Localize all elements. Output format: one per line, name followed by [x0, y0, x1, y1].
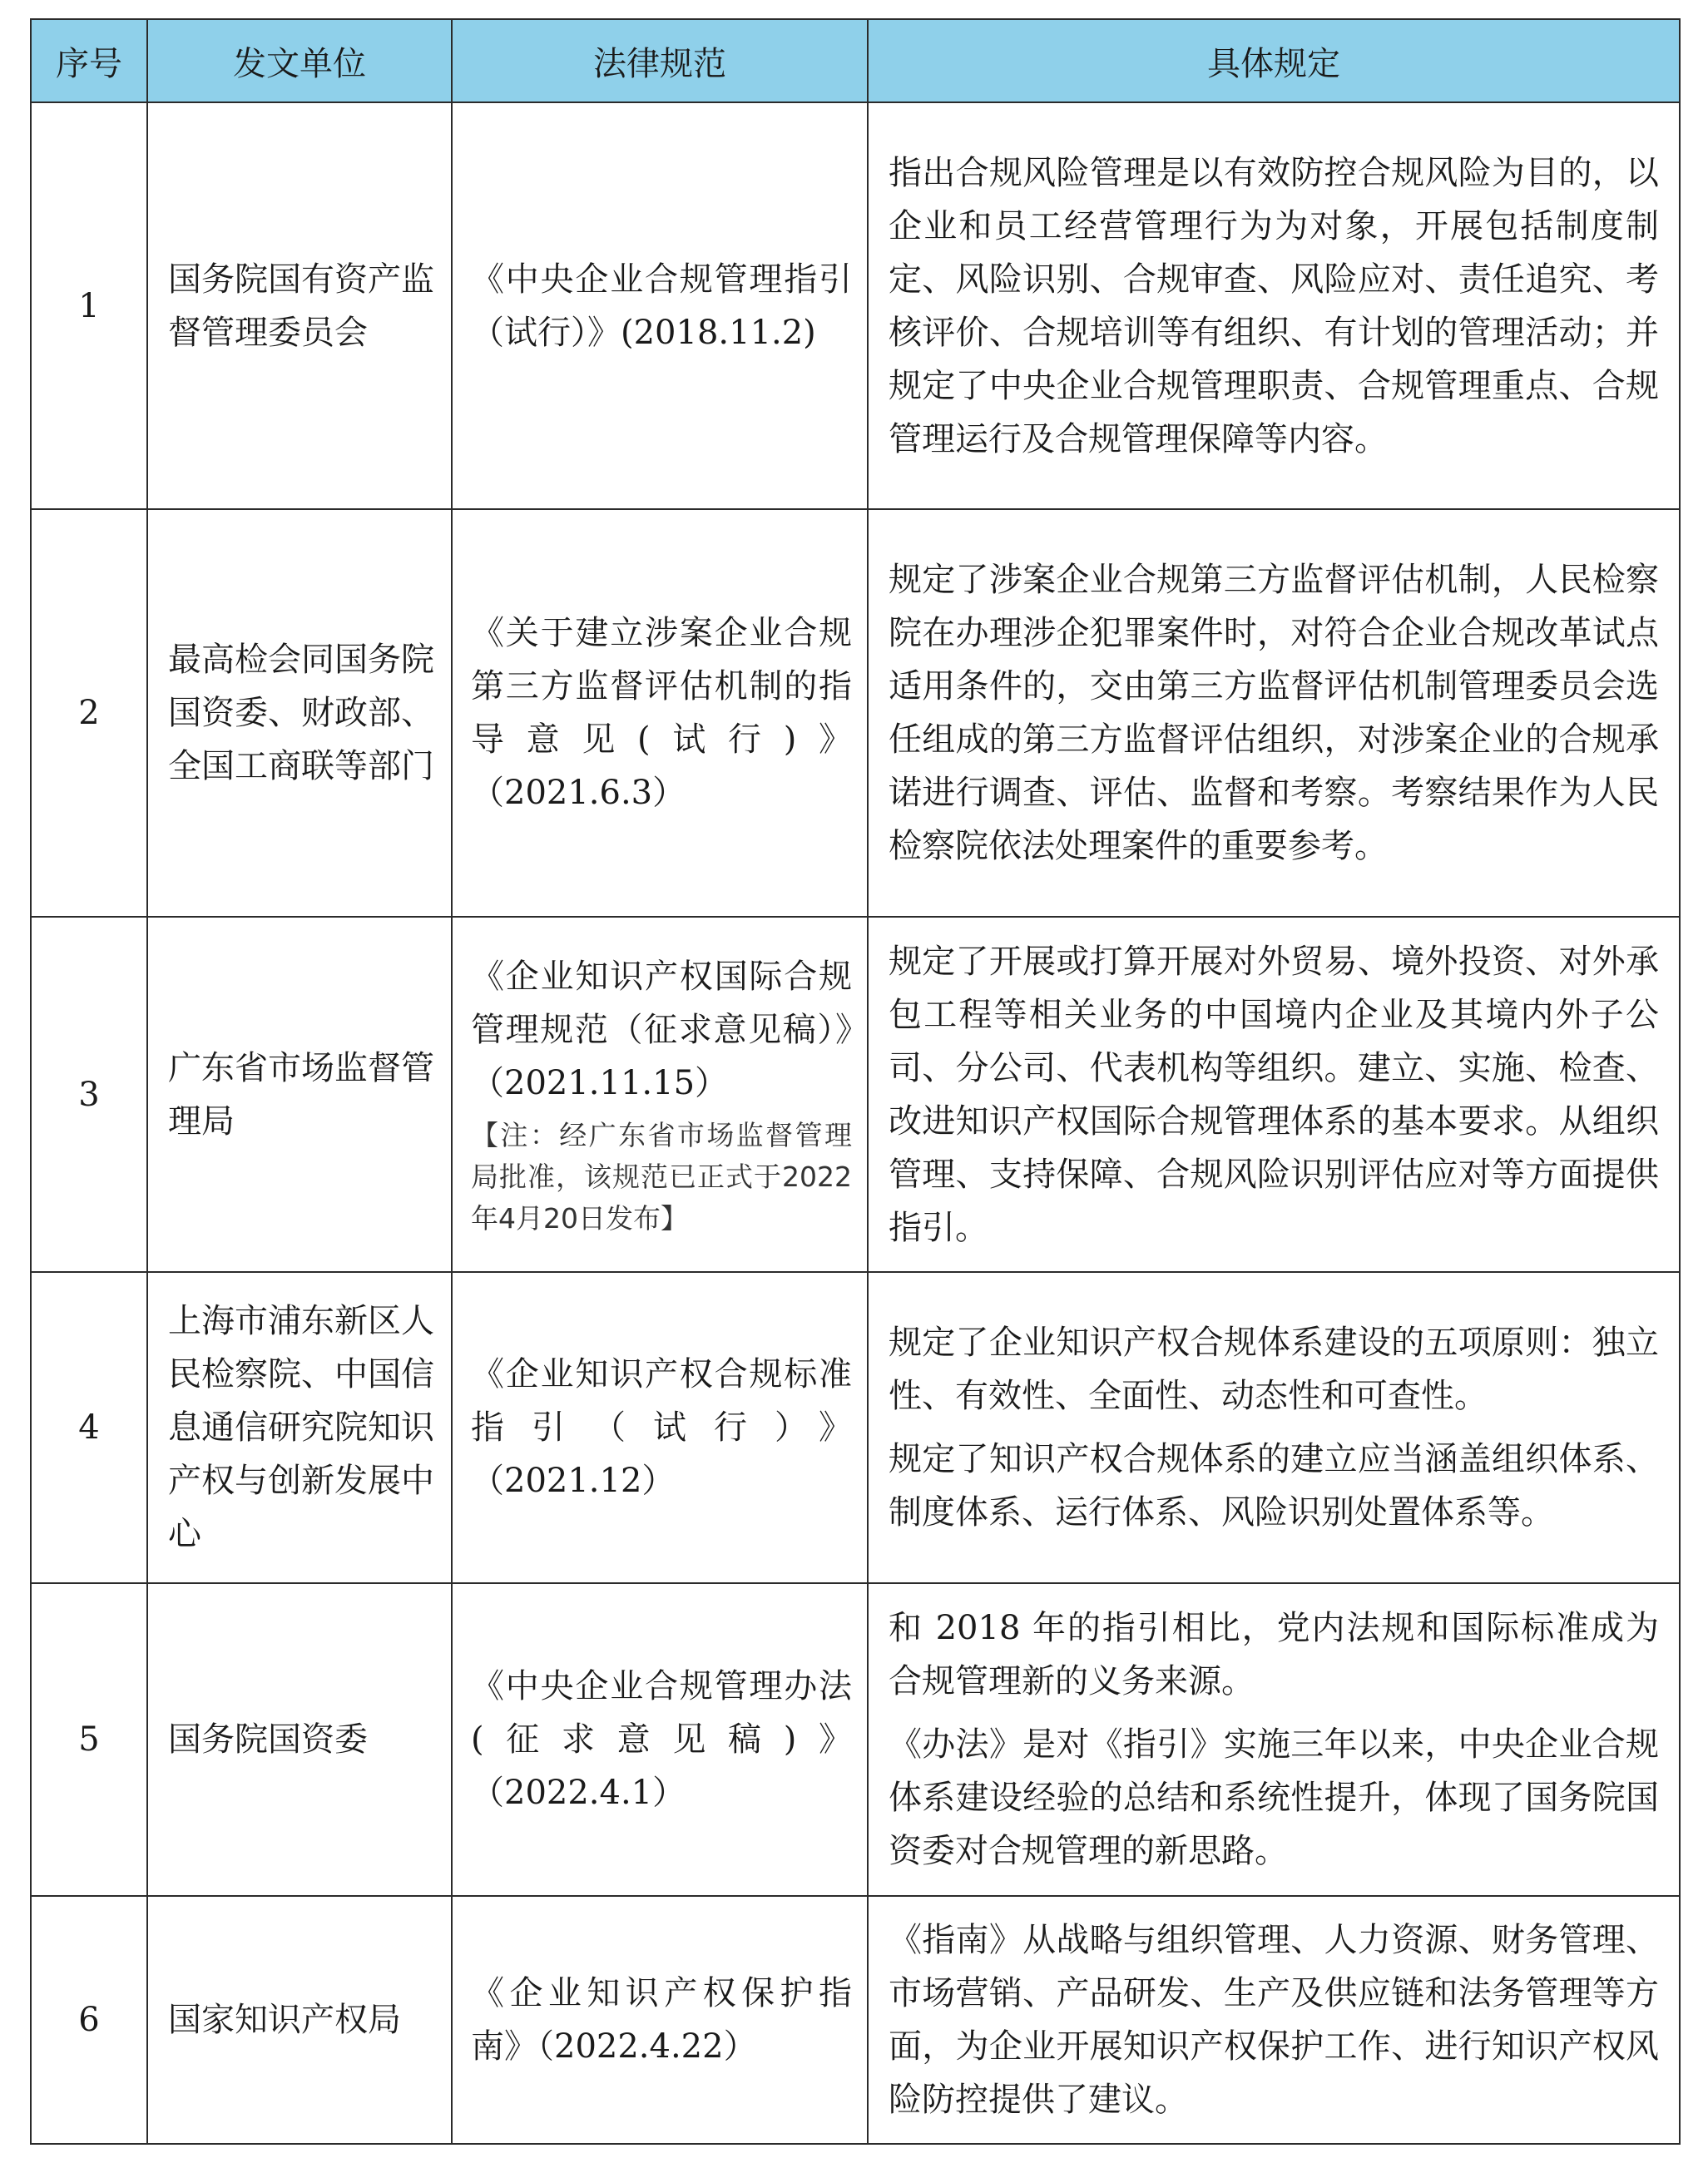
provision-paragraph: 规定了涉案企业合规第三方监督评估机制，人民检察院在办理涉企犯罪案件时，对符合企业合规改革试点适用条件的，交由第三方监督评估机制管理委员会选任组成的第三方监督评估组织，对涉案企业的合规承诺进行调查、评估、监督和考察。考察结果作为人民检察院依法处理案件的重要参考。 — [889, 561, 1659, 865]
table-row — [31, 509, 1680, 917]
row-number: 6 — [31, 1896, 147, 2144]
header-specific-provisions: 具体规定 — [868, 19, 1680, 102]
regulations-table — [30, 18, 1681, 2145]
provision-paragraph: 规定了开展或打算开展对外贸易、境外投资、对外承包工程等相关业务的中国境内企业及其境内外子公司、分公司、代表机构等组织。建立、实施、检查、改进知识产权国际合规管理体系的基本要求。从组织管理、支持保障、合规风险识别评估应对等方面提供指引。 — [889, 942, 1659, 1247]
table-row — [31, 102, 1680, 509]
issuing-unit: 国家知识产权局 — [147, 1896, 452, 2144]
issuing-unit: 国务院国有资产监督管理委员会 — [147, 102, 452, 509]
provision-paragraph: 规定了知识产权合规体系的建立应当涵盖组织体系、制度体系、运行体系、风险识别处置体系等。 — [889, 1440, 1659, 1532]
row-number: 1 — [31, 102, 147, 509]
provision-paragraph: 和 2018 年的指引相比，党内法规和国际标准成为合规管理新的义务来源。 — [889, 1609, 1659, 1700]
row-number: 2 — [31, 509, 147, 917]
legal-norm: 《关于建立涉案企业合规第三方监督评估机制的指导意见(试行)》（2021.6.3） — [452, 509, 868, 917]
table-row — [31, 1272, 1680, 1583]
table-row — [31, 917, 1680, 1272]
legal-norm: 《中央企业合规管理指引（试行）》(2018.11.2) — [452, 102, 868, 509]
legal-norm-cell — [452, 917, 868, 1272]
provision-paragraph: 《指南》从战略与组织管理、人力资源、财务管理、市场营销、产品研发、生产及供应链和法务管理等方面，为企业开展知识产权保护工作、进行知识产权风险防控提供了建议。 — [889, 1921, 1659, 2119]
specific-provisions — [868, 1583, 1680, 1896]
specific-provisions — [868, 1272, 1680, 1583]
header-legal-norm: 法律规范 — [452, 19, 868, 102]
issuing-unit: 上海市浦东新区人民检察院、中国信息通信研究院知识产权与创新发展中心 — [147, 1272, 452, 1583]
issuing-unit: 广东省市场监督管理局 — [147, 917, 452, 1272]
legal-norm-note: 【注：经广东省市场监督管理局批准，该规范已正式于2022年4月20日发布】 — [471, 1118, 852, 1235]
header-row — [31, 19, 1680, 102]
provision-paragraph: 指出合规风险管理是以有效防控合规风险为目的，以企业和员工经营管理行为为对象，开展包括制度制定、风险识别、合规审查、风险应对、责任追究、考核评价、合规培训等有组织、有计划的管理活动；并规定了中央企业合规管理职责、合规管理重点、合规管理运行及合规管理保障等内容。 — [889, 153, 1659, 458]
row-number: 4 — [31, 1272, 147, 1583]
header-issuing-unit: 发文单位 — [147, 19, 452, 102]
row-number: 3 — [31, 917, 147, 1272]
issuing-unit: 最高检会同国务院国资委、财政部、全国工商联等部门 — [147, 509, 452, 917]
provision-paragraph: 《办法》是对《指引》实施三年以来，中央企业合规体系建设经验的总结和系统性提升，体现了国务院国资委对合规管理的新思路。 — [889, 1725, 1659, 1870]
specific-provisions — [868, 509, 1680, 917]
table-row — [31, 1896, 1680, 2144]
row-number: 5 — [31, 1583, 147, 1896]
legal-norm: 《企业知识产权保护指南》（2022.4.22） — [452, 1896, 868, 2144]
legal-norm: 《企业知识产权国际合规管理规范（征求意见稿）》（2021.11.15） — [471, 957, 852, 1102]
issuing-unit: 国务院国资委 — [147, 1583, 452, 1896]
specific-provisions — [868, 1896, 1680, 2144]
specific-provisions — [868, 102, 1680, 509]
legal-norm: 《中央企业合规管理办法(征求意见稿)》（2022.4.1） — [452, 1583, 868, 1896]
legal-norm: 《企业知识产权合规标准指引（试行）》（2021.12） — [452, 1272, 868, 1583]
specific-provisions — [868, 917, 1680, 1272]
header-number: 序号 — [31, 19, 147, 102]
table-row — [31, 1583, 1680, 1896]
provision-paragraph: 规定了企业知识产权合规体系建设的五项原则：独立性、有效性、全面性、动态性和可查性。 — [889, 1324, 1659, 1415]
